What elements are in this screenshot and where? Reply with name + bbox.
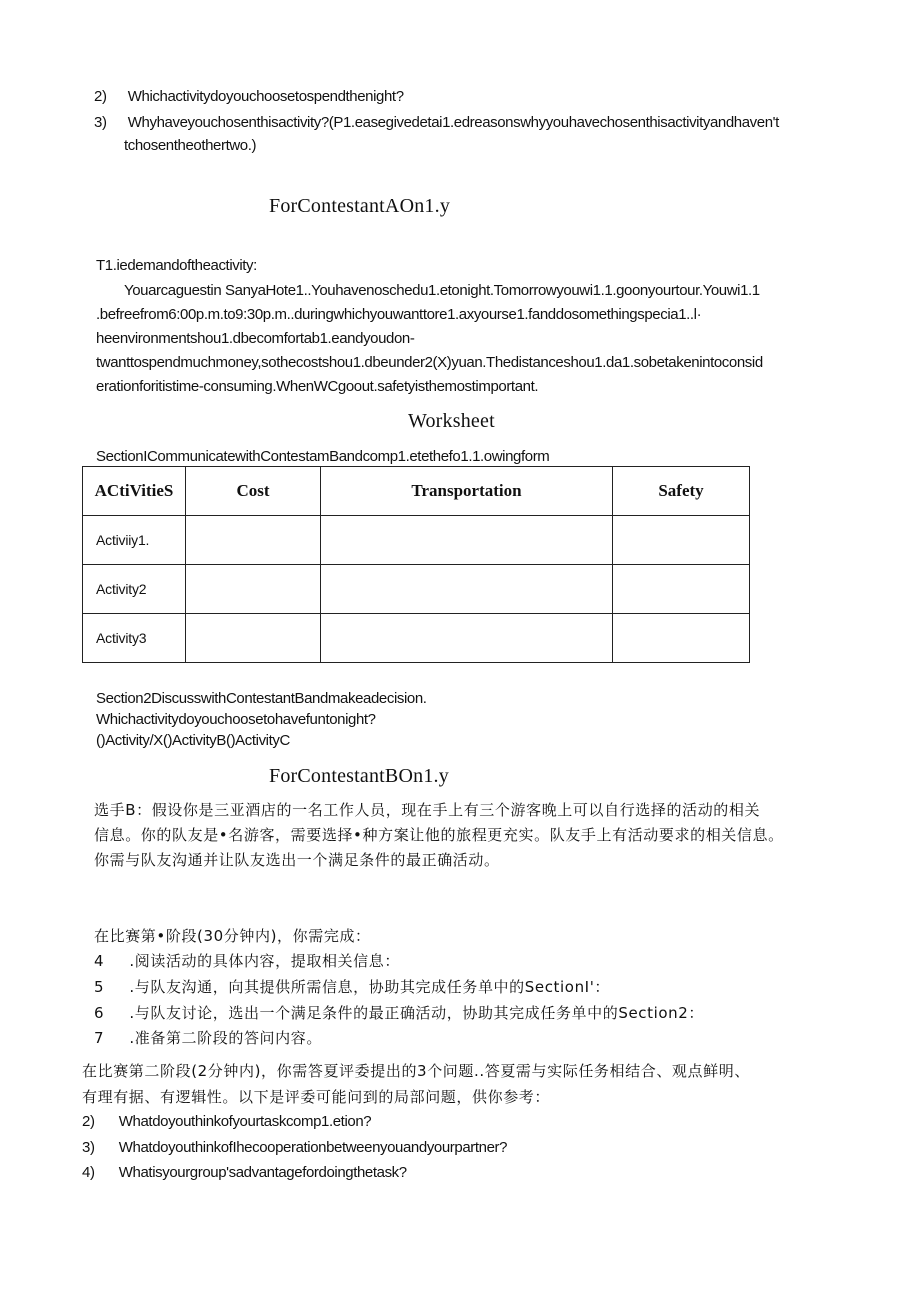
question-number: 2): [94, 88, 107, 105]
question-item: [94, 88, 404, 105]
column-header-cost: Cost: [186, 467, 321, 516]
item-text: .与队友讨论，选出一个满足条件的最正确活动，协助其完成任务单中的Section2：: [129, 1004, 705, 1022]
question-item: [82, 1113, 371, 1130]
table-cell: [186, 516, 321, 565]
worksheet-title: Worksheet: [408, 410, 495, 432]
intro-line: 你需与队友沟通并让队友选出一个满足条件的最正确活动。: [94, 851, 500, 869]
question-item: [82, 1139, 507, 1156]
table-header-row: [83, 467, 750, 516]
column-header-activities: ACtiVitieS: [83, 467, 186, 516]
demand-line: Youarcaguestin SanyaHote1..Youhavenoschedu1.etonight.Tomorrowyouwi1.1.goonyourtour.Youwi1.1: [124, 282, 760, 299]
question-number: 2): [82, 1113, 95, 1130]
item-number: 6: [94, 1004, 105, 1022]
question-text: Whatdoyouthinkofyourtaskcomp1.etion?: [118, 1113, 372, 1130]
contestant-a-heading: ForContestantAOn1.y: [269, 195, 451, 217]
row-label: Activity3: [83, 614, 186, 663]
table-cell: [613, 516, 750, 565]
stage1-item: [94, 1002, 704, 1023]
table-cell: [321, 565, 613, 614]
stage2-line: 在比赛第二阶段(2分钟内)，你需答夏评委提出的3个问题..答夏需与实际任务相结合、观点鲜明、: [82, 1062, 750, 1080]
item-number: 4: [94, 952, 105, 970]
column-header-safety: Safety: [613, 467, 750, 516]
question-text: Whyhaveyouchosenthisactivity?(P1.easegivedetai1.edreasonswhyyouhavechosenthisactivityandhaven't: [127, 114, 779, 131]
question-text: WhatdoyouthinkofIhecooperationbetweenyouandyourpartner?: [118, 1139, 508, 1156]
worksheet-table: [82, 466, 750, 663]
question-number: 4): [82, 1164, 95, 1181]
question-text: Whichactivitydoyouchoosetospendthenight?: [127, 88, 404, 105]
section2-line: Section2DiscusswithContestantBandmakeadecision.: [96, 690, 427, 707]
item-text: .与队友沟通，向其提供所需信息，协助其完成任务单中的SectionI'：: [129, 978, 611, 996]
item-number: 7: [94, 1029, 105, 1047]
item-number: 5: [94, 978, 105, 996]
row-label: Activiiy1.: [83, 516, 186, 565]
item-text: .阅读活动的具体内容，提取相关信息：: [129, 952, 400, 970]
question-number: 3): [82, 1139, 95, 1156]
section2-options: ()Activity/X()ActivityB()ActivityC: [96, 732, 290, 749]
section1-label: SectionICommunicatewithContestamBandcomp1.etethefo1.1.owingform: [96, 448, 550, 465]
table-row: [83, 565, 750, 614]
stage1-item: [94, 950, 400, 971]
demand-line: erationforitistime-consuming.WhenWCgoout.safetyisthemostimportant.: [96, 378, 539, 395]
table-cell: [186, 565, 321, 614]
table-cell: [321, 614, 613, 663]
column-header-transportation: Transportation: [321, 467, 613, 516]
stage1-label: 在比赛第•阶段(30分钟内)，你需完成：: [94, 927, 371, 945]
section2-line: Whichactivitydoyouchoosetohavefuntonight?: [96, 711, 376, 728]
table-row: [83, 516, 750, 565]
question-text-continued: tchosentheothertwo.): [124, 137, 257, 154]
demand-line: .befreefrom6:00p.m.to9:30p.m..duringwhichyouwanttore1.axyourse1.fanddosomethingspecia1..l·: [96, 306, 702, 323]
demand-label: T1.iedemandoftheactivity:: [96, 257, 257, 274]
demand-line: heenvironmentshou1.dbecomfortab1.eandyoudon-: [96, 330, 415, 347]
item-text: .准备第二阶段的答问内容。: [129, 1029, 322, 1047]
question-text: Whatisyourgroup'sadvantagefordoingthetask?: [118, 1164, 407, 1181]
question-item: [94, 114, 779, 131]
table-cell: [613, 614, 750, 663]
table-cell: [613, 565, 750, 614]
stage2-line: 有理有据、有逻辑性。以下是评委可能问到的局部问题，供你参考：: [82, 1088, 551, 1106]
intro-line: 信息。你的队友是•名游客，需要选择•种方案让他的旅程更充实。队友手上有活动要求的相关信息。: [94, 826, 784, 844]
stage1-item: [94, 1027, 322, 1048]
demand-line: twanttospendmuchmoney,sothecostshou1.dbeunder2(X)yuan.Thedistanceshou1.da1.sobetakenintoconsid: [96, 354, 763, 371]
table-row: [83, 614, 750, 663]
question-number: 3): [94, 114, 107, 131]
stage1-item: [94, 976, 610, 997]
table-cell: [321, 516, 613, 565]
table-cell: [186, 614, 321, 663]
intro-line: 选手B：假设你是三亚酒店的一名工作人员，现在手上有三个游客晚上可以自行选择的活动的相关: [94, 801, 761, 819]
row-label: Activity2: [83, 565, 186, 614]
contestant-b-heading: ForContestantBOn1.y: [269, 765, 449, 787]
question-item: [82, 1164, 407, 1181]
